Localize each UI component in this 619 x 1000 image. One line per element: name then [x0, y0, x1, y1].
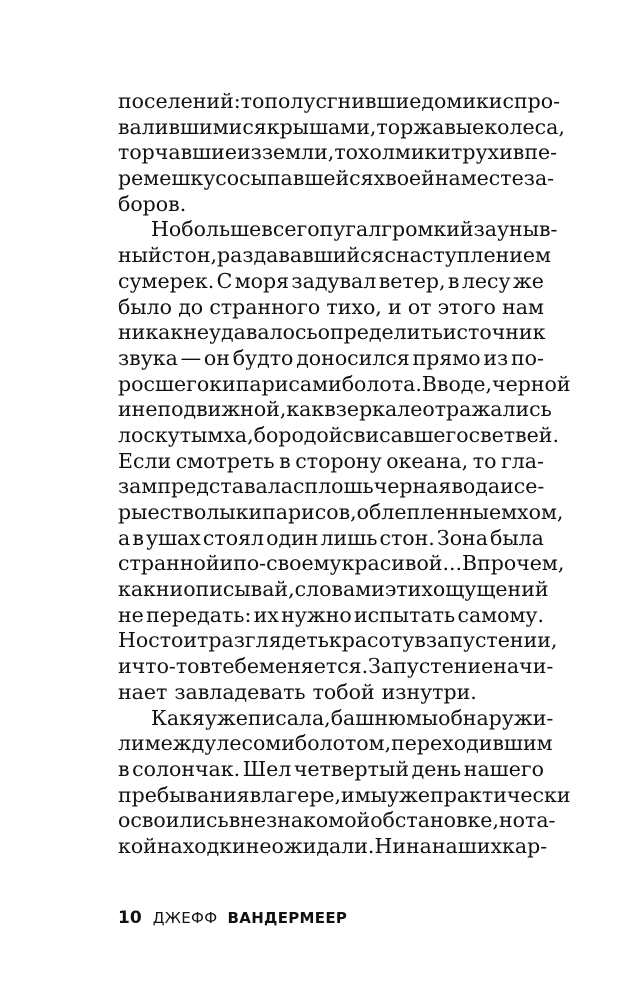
word: моря — [234, 268, 290, 293]
word: не — [183, 320, 209, 345]
word: росшего — [118, 371, 210, 396]
text-line — [118, 320, 544, 346]
word: то — [472, 448, 497, 473]
word: С — [216, 268, 233, 293]
word: кипарисами — [209, 371, 342, 396]
word: земли, — [261, 140, 335, 165]
text-line — [118, 654, 554, 680]
word: черной — [492, 371, 571, 396]
word: и — [500, 474, 514, 499]
word: было — [118, 294, 173, 319]
text-line — [118, 757, 544, 783]
word: полусгнившие — [264, 89, 422, 113]
word: не — [245, 833, 272, 858]
word: бородой — [253, 422, 343, 447]
word: в — [447, 268, 460, 293]
word: на — [434, 166, 461, 191]
word: ожидали. — [271, 833, 375, 858]
word: в — [324, 397, 336, 422]
page-number: 10 — [118, 908, 142, 928]
text-line — [118, 243, 551, 269]
word: мхом, — [501, 500, 564, 524]
text-line — [118, 474, 544, 500]
text-line — [118, 731, 553, 757]
word: валившимися — [118, 114, 267, 139]
word: переходившим — [391, 731, 553, 756]
word: же — [512, 268, 544, 293]
word: и — [219, 551, 234, 576]
word: про- — [513, 89, 561, 113]
word: солончак. — [132, 756, 241, 781]
word: громкий — [381, 217, 474, 242]
word: вода — [451, 474, 501, 499]
word: неподвижной, — [131, 397, 287, 422]
word: океана, — [386, 448, 469, 473]
word: по-своему — [233, 551, 342, 576]
word: всего — [261, 217, 320, 242]
word: за- — [523, 166, 555, 191]
word: зам — [118, 474, 158, 499]
word: лоскуты — [118, 422, 208, 447]
text-line — [118, 603, 544, 629]
word: нужно — [281, 602, 352, 627]
word: обстановке, — [370, 808, 499, 833]
word: обнаружи- — [438, 705, 554, 730]
word: боров. — [118, 191, 187, 216]
word: странной — [118, 551, 220, 576]
word: из — [236, 140, 262, 165]
word: меняется. — [259, 654, 369, 679]
text-line — [118, 422, 559, 449]
text-line — [118, 705, 554, 732]
word: стон, — [161, 243, 218, 268]
word: уже — [386, 782, 431, 807]
word: зауныв- — [473, 217, 558, 242]
word: была — [490, 525, 544, 550]
word: тихо, — [326, 294, 382, 319]
word: уже — [204, 705, 248, 730]
word: находки — [156, 833, 246, 858]
word: в — [228, 808, 241, 833]
word: черная — [373, 474, 452, 499]
word: день — [411, 756, 462, 781]
text-line — [118, 217, 558, 243]
word: доносился — [296, 345, 410, 370]
author-first-name: ДЖЕФФ — [152, 909, 218, 927]
word: передать: — [146, 602, 252, 627]
word: странного — [209, 294, 321, 319]
text-line — [118, 140, 558, 166]
word: гла- — [501, 448, 544, 473]
word: кар- — [502, 833, 548, 858]
word: с — [215, 166, 227, 191]
word: Ни — [374, 833, 406, 858]
word: то — [334, 140, 358, 165]
text-line — [118, 295, 544, 321]
word: стоит — [148, 628, 209, 653]
word: будто — [232, 345, 294, 370]
word: испытать — [354, 602, 456, 627]
word: то — [376, 114, 401, 139]
word: Впрочем, — [462, 551, 565, 576]
word: Зона — [436, 525, 488, 550]
word: разглядеть — [208, 628, 329, 653]
word: как — [118, 577, 156, 602]
word: а — [118, 525, 131, 550]
word: Но — [118, 628, 149, 653]
word: сторону — [295, 448, 382, 473]
word: облепленные — [356, 500, 502, 524]
word: хвоей — [373, 166, 435, 191]
word: ли — [118, 731, 145, 756]
word: самому. — [457, 602, 544, 627]
word: тобой — [312, 679, 375, 704]
word: ни — [155, 577, 184, 602]
word: мха, — [207, 422, 254, 447]
word: Шел — [242, 756, 292, 781]
word: пугал — [319, 217, 382, 242]
word: изнутри. — [381, 679, 477, 704]
word: незнакомой — [240, 808, 371, 833]
text-line — [118, 346, 544, 372]
word: се- — [513, 474, 545, 499]
text-line — [118, 89, 561, 115]
word: поселений: — [118, 89, 241, 113]
word: В — [421, 371, 437, 396]
word: источник — [442, 320, 546, 345]
word: мы — [405, 705, 439, 730]
word: описывай, — [183, 577, 295, 602]
word: в — [118, 756, 130, 781]
word: и — [118, 397, 132, 422]
word: холмики — [358, 140, 452, 165]
text-line — [118, 371, 571, 398]
text-line — [118, 449, 544, 475]
word: он — [203, 345, 230, 370]
word: до — [178, 294, 204, 319]
word: нам — [502, 294, 544, 319]
word: задувал — [291, 268, 377, 293]
word: с — [468, 422, 481, 447]
word: крышами, — [266, 114, 377, 139]
word: сумерек. — [118, 268, 215, 293]
word: ощущений — [432, 577, 549, 602]
word: и — [387, 294, 402, 319]
word: пребывания — [118, 782, 250, 807]
word: от — [407, 294, 432, 319]
word: ветвей. — [480, 422, 559, 447]
word: завладевать — [174, 679, 306, 704]
text-line — [118, 551, 565, 577]
word: ржавые — [400, 114, 485, 139]
word: лишь — [320, 525, 378, 550]
word: в — [414, 628, 426, 653]
text-line — [118, 192, 544, 218]
word: нашего — [463, 756, 544, 781]
word: запустении, — [425, 628, 558, 653]
text-line — [118, 269, 544, 295]
word: ремешку — [118, 166, 216, 191]
word: нает — [118, 679, 168, 704]
text-line — [118, 500, 564, 526]
text-line — [118, 680, 544, 706]
word: ветер, — [378, 268, 446, 293]
word: представала — [157, 474, 293, 499]
word: четвертый — [293, 756, 410, 781]
word: то — [240, 89, 265, 113]
word: и — [281, 731, 295, 756]
word: и — [341, 782, 355, 807]
text-line — [118, 397, 552, 423]
word: по- — [510, 345, 544, 370]
word: кой — [118, 833, 157, 858]
author-last-name: ВАНДЕРМЕЕР — [227, 909, 348, 927]
text-line — [118, 628, 558, 654]
word: отражались — [422, 397, 552, 422]
word: наступлением — [395, 243, 551, 268]
word: звука — [118, 345, 178, 370]
word: что-то — [131, 654, 200, 679]
word: этого — [437, 294, 496, 319]
word: осыпавшейся — [226, 166, 374, 191]
word: стоял — [202, 525, 265, 550]
word: с — [502, 89, 514, 113]
text-line — [118, 577, 549, 603]
word: впе- — [512, 140, 558, 165]
word: с — [384, 243, 396, 268]
word: — — [180, 345, 202, 370]
word: рые — [118, 500, 160, 524]
word: этих — [384, 577, 433, 602]
word: словами — [294, 577, 385, 602]
word: воде, — [436, 371, 493, 396]
text-line — [118, 114, 565, 141]
word: Но — [151, 217, 182, 242]
word: между — [144, 731, 217, 756]
word: башню — [330, 705, 406, 730]
word: наших — [431, 833, 503, 858]
word: смотреть — [175, 448, 275, 473]
body-text — [118, 89, 571, 860]
word: в — [249, 782, 262, 807]
word: определить — [317, 320, 443, 345]
word: домики — [421, 89, 503, 113]
word: Как — [151, 705, 192, 730]
word: в — [199, 654, 212, 679]
word: ный — [118, 243, 162, 268]
word: но — [498, 808, 525, 833]
word: начи- — [493, 654, 554, 679]
word: прямо — [412, 345, 481, 370]
word: Запустение — [368, 654, 494, 679]
text-line — [118, 526, 544, 552]
word: красивой... — [341, 551, 463, 576]
text-line — [118, 833, 548, 860]
word: как — [286, 397, 325, 422]
word: из — [483, 345, 509, 370]
word: на — [405, 833, 432, 858]
word: освоились — [118, 808, 229, 833]
text-line — [118, 166, 555, 192]
word: лесом — [216, 731, 282, 756]
word: никак — [118, 320, 184, 345]
word: раздававшийся — [217, 243, 385, 268]
text-line — [118, 782, 571, 809]
word: в — [279, 448, 291, 473]
word: месте — [460, 166, 524, 191]
word: свисавшего — [342, 422, 469, 447]
word: писала, — [247, 705, 331, 730]
word: сплошь — [292, 474, 374, 499]
word: тебе — [211, 654, 260, 679]
word: и — [118, 654, 132, 679]
word: болотом, — [294, 731, 392, 756]
running-footer — [118, 908, 347, 928]
word: ушах — [145, 525, 201, 550]
word: практически — [430, 782, 571, 807]
word: красоту — [328, 628, 415, 653]
word: мы — [354, 782, 387, 807]
word: стволы — [159, 500, 236, 524]
word: в — [132, 525, 144, 550]
word: колеса, — [484, 114, 565, 139]
text-line — [118, 808, 556, 834]
word: их — [253, 602, 279, 627]
word: удавалось — [208, 320, 318, 345]
word: один — [266, 525, 319, 550]
word: лесу — [461, 268, 511, 293]
word: трухи — [451, 140, 513, 165]
word: торчавшие — [118, 140, 237, 165]
word: не — [118, 602, 144, 627]
word: Если — [118, 448, 172, 473]
word: болота. — [341, 371, 422, 396]
word: кипарисов, — [235, 500, 357, 524]
word: я — [191, 705, 205, 730]
word: лагере, — [261, 782, 342, 807]
word: больше — [181, 217, 262, 242]
word: стон. — [379, 525, 435, 550]
word: та- — [524, 808, 556, 833]
word: зеркале — [335, 397, 423, 422]
